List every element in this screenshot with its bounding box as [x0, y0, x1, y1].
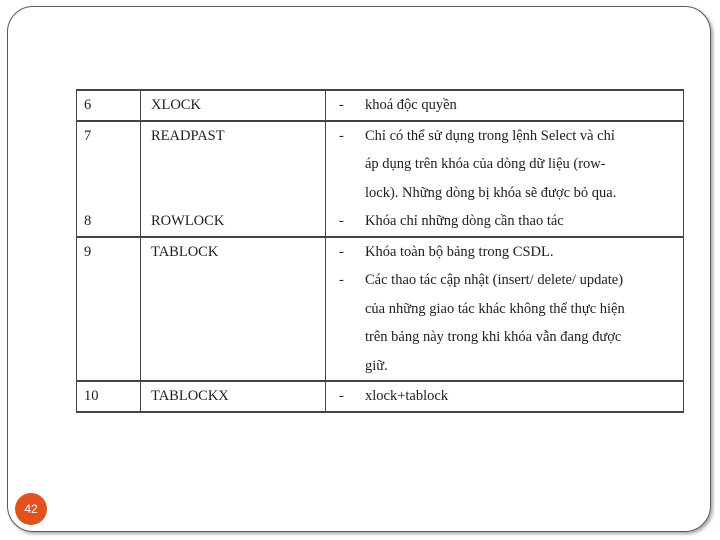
description-text: áp dụng trên khóa của dòng dữ liệu (row- — [365, 156, 606, 172]
description-text: Khóa toàn bộ bảng trong CSDL. — [365, 243, 554, 260]
lock-description — [326, 237, 684, 382]
description-text: của những giao tác khác không thể thực hiện — [365, 300, 625, 317]
lock-description — [326, 121, 684, 208]
description-text: giữ. — [365, 357, 388, 374]
bullet-dash: - — [339, 97, 344, 113]
bullet-dash: - — [339, 243, 344, 260]
description-line — [339, 207, 679, 236]
lock-name: ROWLOCK — [141, 207, 326, 237]
row-number: 10 — [77, 381, 141, 412]
bullet-dash: - — [339, 272, 344, 288]
lock-name: TABLOCK — [141, 237, 326, 382]
page-number-badge: 42 — [15, 493, 47, 525]
row-number: 6 — [77, 90, 141, 121]
lock-description — [326, 90, 684, 121]
lock-hints-table — [76, 89, 684, 413]
row-number: 8 — [77, 207, 141, 237]
bullet-dash: - — [339, 213, 344, 229]
description-line — [339, 91, 679, 120]
lock-description — [326, 381, 684, 412]
lock-description — [326, 207, 684, 237]
row-number: 9 — [77, 237, 141, 382]
description-text: khoá độc quyền — [365, 97, 457, 113]
description-text: Chỉ có thể sử dụng trong lệnh Select và chỉ — [365, 127, 615, 144]
table-row — [77, 237, 684, 382]
description-text: lock). Những dòng bị khóa sẽ được bỏ qua. — [365, 184, 617, 201]
row-number: 7 — [77, 121, 141, 208]
lock-name: TABLOCKX — [141, 381, 326, 412]
lock-name: READPAST — [141, 121, 326, 208]
description-text: xlock+tablock — [365, 388, 449, 404]
table-row — [77, 207, 684, 237]
bullet-dash: - — [339, 127, 344, 144]
description-line — [339, 122, 679, 151]
lock-name: XLOCK — [141, 90, 326, 121]
table-row — [77, 121, 684, 208]
description-text: Khóa chỉ những dòng cần thao tác — [365, 213, 564, 229]
description-line — [339, 382, 679, 411]
description-line — [339, 238, 679, 267]
table-row — [77, 90, 684, 121]
table-row — [77, 381, 684, 412]
description-text: Các thao tác cập nhật (insert/ delete/ update) — [365, 272, 624, 288]
description-line — [339, 266, 679, 295]
description-text: trên bảng này trong khi khóa vẫn đang được — [365, 329, 622, 345]
bullet-dash: - — [339, 388, 344, 404]
